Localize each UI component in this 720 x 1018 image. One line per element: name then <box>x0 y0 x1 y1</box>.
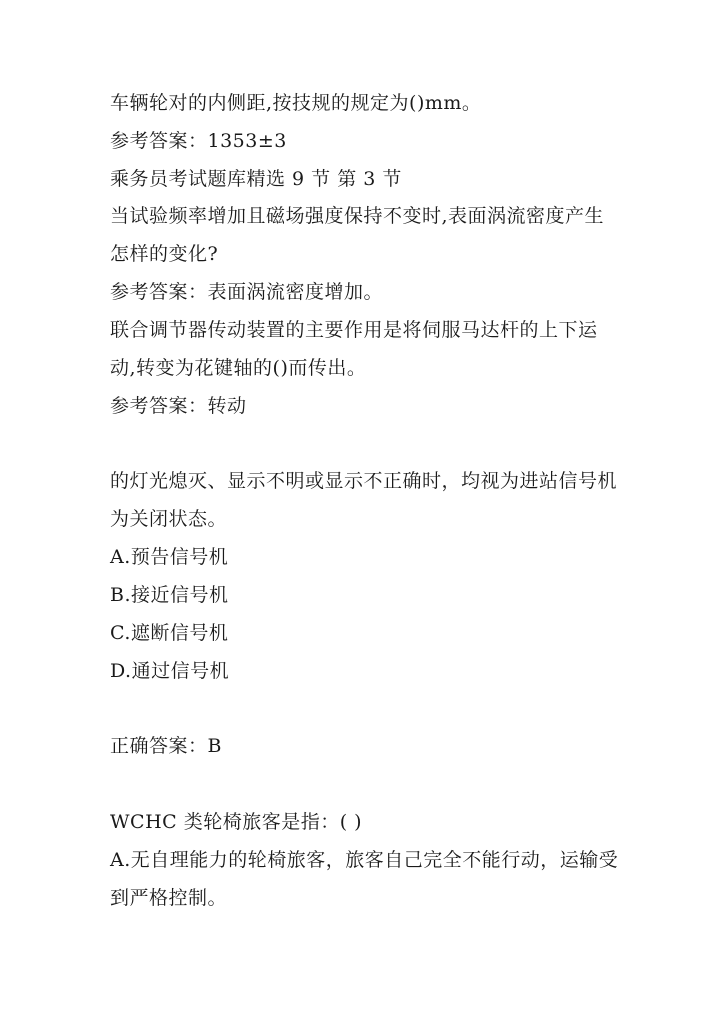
question-governor-line-2: 动,转变为花键轴的()而传出。 <box>110 357 367 379</box>
option-c: C.遮断信号机 <box>110 622 229 644</box>
option-a: A.预告信号机 <box>110 546 229 568</box>
answer-wheelset-gauge: 参考答案：1353±3 <box>110 130 287 152</box>
section-heading: 乘务员考试题库精选 9 节 第 3 节 <box>110 168 402 190</box>
answer-governor: 参考答案：转动 <box>110 395 247 417</box>
wchc-option-a-line-2: 到严格控制。 <box>110 887 228 909</box>
wchc-option-a-line-1: A.无自理能力的轮椅旅客，旅客自己完全不能行动，运输受 <box>110 849 619 871</box>
option-b: B.接近信号机 <box>110 584 229 606</box>
answer-eddy-current: 参考答案：表面涡流密度增加。 <box>110 281 384 303</box>
question-signal-line-2: 为关闭状态。 <box>110 508 228 530</box>
question-signal-line-1: 的灯光熄灭、显示不明或显示不正确时，均视为进站信号机 <box>110 470 618 492</box>
question-wheelset-gauge: 车辆轮对的内侧距,按技规的规定为()mm。 <box>110 92 482 114</box>
question-eddy-current-line-1: 当试验频率增加且磁场强度保持不变时,表面涡流密度产生 <box>110 205 605 227</box>
question-wchc: WCHC 类轮椅旅客是指：( ) <box>110 811 363 833</box>
option-d: D.通过信号机 <box>110 660 230 682</box>
correct-answer: 正确答案：B <box>110 735 222 757</box>
question-eddy-current-line-2: 怎样的变化? <box>110 243 219 265</box>
question-governor-line-1: 联合调节器传动装置的主要作用是将伺服马达杆的上下运 <box>110 319 598 341</box>
